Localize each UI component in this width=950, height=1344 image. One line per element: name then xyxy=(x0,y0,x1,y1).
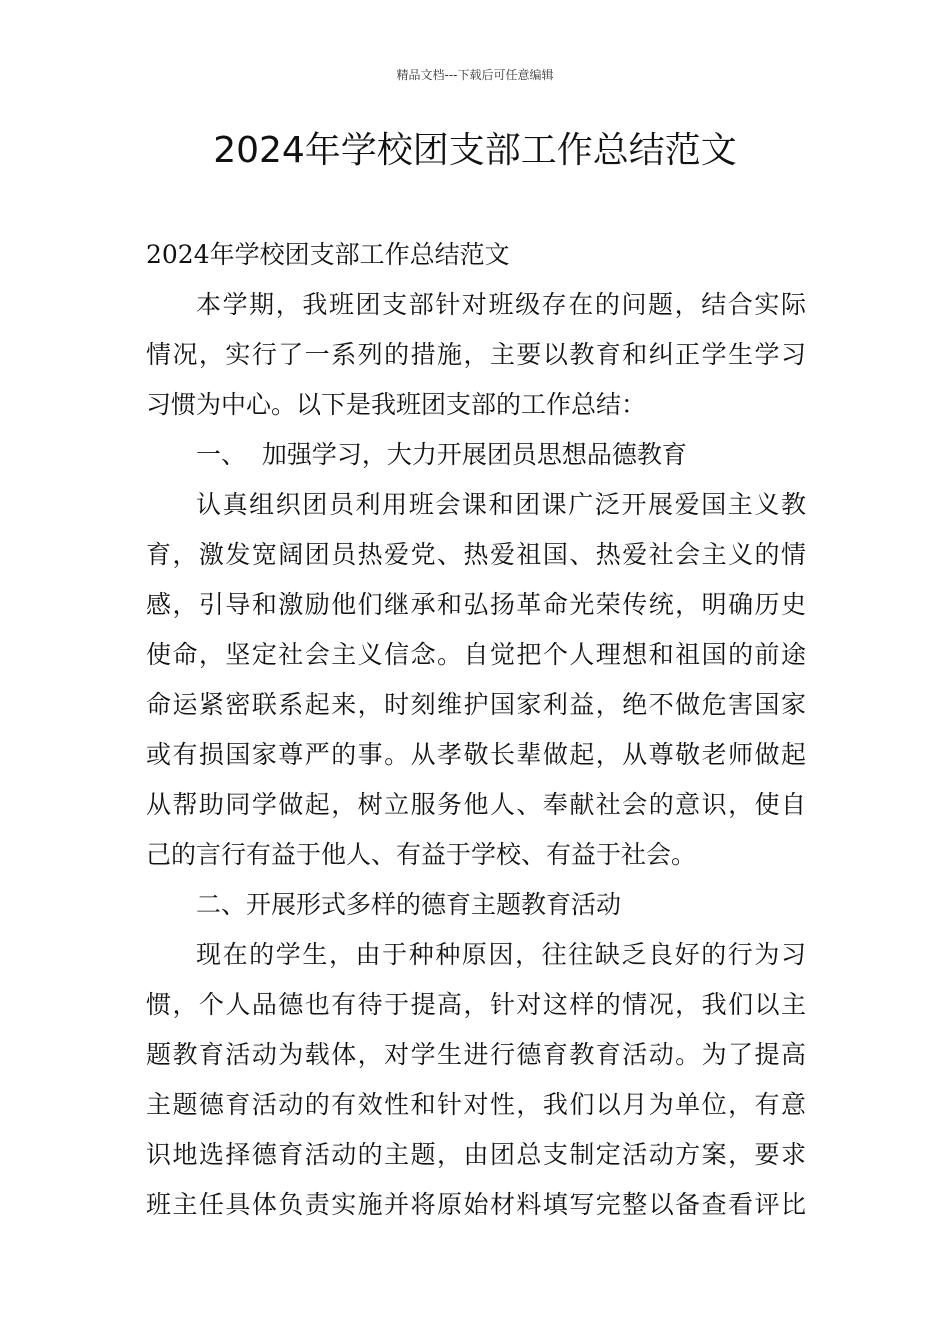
text-line: 己的言行有益于他人、有益于学校、有益于社会。 xyxy=(146,840,697,869)
text-line: 班主任具体负责实施并将原始材料填写完整以备查看评比 xyxy=(146,1190,806,1219)
text-line: 使命，坚定社会主义信念。自觉把个人理想和祖国的前途 xyxy=(146,640,806,669)
paragraph xyxy=(146,280,806,430)
text-line: 命运紧密联系起来，时刻维护国家利益，绝不做危害国家 xyxy=(146,690,806,719)
text-line: 惯，个人品德也有待于提高，针对这样的情况，我们以主 xyxy=(146,990,806,1019)
document-title: 2024年学校团支部工作总结范文 xyxy=(213,130,737,171)
text-line: 感，引导和激励他们继承和弘扬革命光荣传统，明确历史 xyxy=(146,590,806,619)
section-heading xyxy=(146,430,806,480)
document-body xyxy=(146,230,806,1230)
text-line: 现在的学生，由于种种原因，往往缺乏良好的行为习 xyxy=(196,940,806,969)
subtitle-line: 2024年学校团支部工作总结范文 xyxy=(146,240,510,269)
text-line: 一、 加强学习，大力开展团员思想品德教育 xyxy=(196,440,687,469)
text-line: 二、开展形式多样的德育主题教育活动 xyxy=(196,890,622,919)
header-note: 精品文档---下载后可任意编辑 xyxy=(396,68,554,82)
text-line: 题教育活动为载体，对学生进行德育教育活动。为了提高 xyxy=(146,1040,806,1069)
text-line: 识地选择德育活动的主题，由团总支制定活动方案，要求 xyxy=(146,1140,806,1169)
paragraph xyxy=(146,930,806,1230)
paragraph xyxy=(146,480,806,880)
text-line: 主题德育活动的有效性和针对性，我们以月为单位，有意 xyxy=(146,1090,806,1119)
text-line: 或有损国家尊严的事。从孝敬长辈做起，从尊敬老师做起 xyxy=(146,740,806,769)
text-line: 认真组织团员利用班会课和团课广泛开展爱国主义教 xyxy=(196,490,806,519)
text-line: 本学期，我班团支部针对班级存在的问题，结合实际 xyxy=(196,290,806,319)
text-line: 育，激发宽阔团员热爱党、热爱祖国、热爱社会主义的情 xyxy=(146,540,806,569)
section-heading xyxy=(146,880,806,930)
text-line: 从帮助同学做起，树立服务他人、奉献社会的意识，使自 xyxy=(146,790,806,819)
text-line: 情况，实行了一系列的措施，主要以教育和纠正学生学习 xyxy=(146,340,806,369)
text-line: 习惯为中心。以下是我班团支部的工作总结： xyxy=(146,390,647,419)
